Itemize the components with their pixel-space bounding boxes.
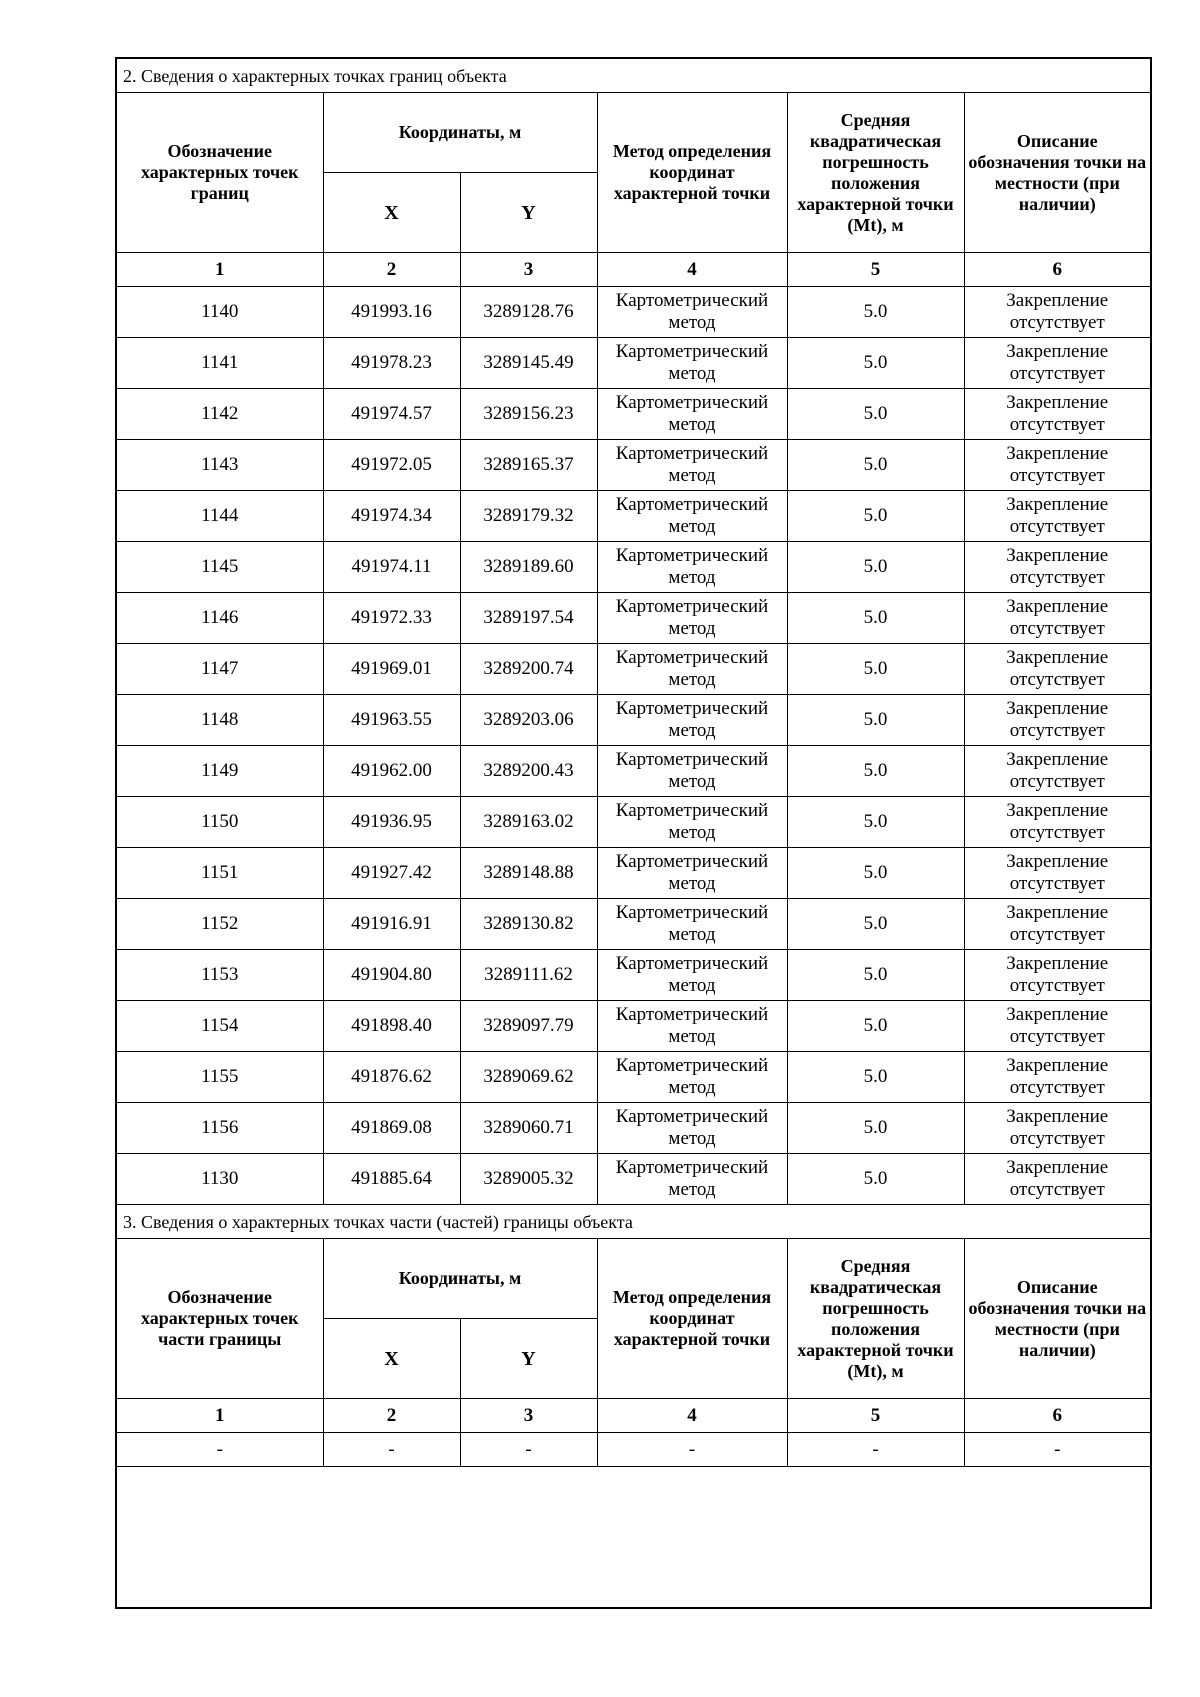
- cell-description: [964, 389, 1150, 440]
- section2-title: 2. Сведения о характерных точках границ объекта: [117, 59, 1150, 93]
- header-designation: Обозначение характерных точек границ: [117, 93, 323, 253]
- cell-x: 491969.01: [323, 644, 460, 695]
- cell-description-line2: отсутствует: [1009, 567, 1105, 588]
- cell-designation: 1149: [117, 746, 323, 797]
- cell-description-line2: отсутствует: [1009, 924, 1105, 945]
- cell-method-line1: Картометрический: [615, 698, 769, 719]
- header-y: Y: [460, 1319, 597, 1399]
- cell-description: [964, 1154, 1150, 1205]
- header-coords: Координаты, м: [323, 1239, 597, 1319]
- cell-x: 491974.34: [323, 491, 460, 542]
- cell-method: [597, 440, 787, 491]
- table-row: [117, 338, 1150, 389]
- cell-method-line1: Картометрический: [615, 953, 769, 974]
- cell-description: [964, 440, 1150, 491]
- cell-x: 491916.91: [323, 899, 460, 950]
- cell-error: 5.0: [787, 848, 964, 899]
- header-error: Средняя квадратическая погрешность положения характерной точки (Mt), м: [787, 93, 964, 253]
- cell-description: [964, 542, 1150, 593]
- cell-x: 491904.80: [323, 950, 460, 1001]
- blank-area: [117, 1467, 1150, 1598]
- cell-designation: 1147: [117, 644, 323, 695]
- cell-y: 3289130.82: [460, 899, 597, 950]
- table-row: [117, 1103, 1150, 1154]
- cell-description: [964, 899, 1150, 950]
- cell-designation: 1141: [117, 338, 323, 389]
- cell-description: [964, 797, 1150, 848]
- cell-y: 3289179.32: [460, 491, 597, 542]
- cell-description: [964, 746, 1150, 797]
- cell-error: 5.0: [787, 1001, 964, 1052]
- cell-description-line2: отсутствует: [1009, 465, 1105, 486]
- cell-method: [597, 899, 787, 950]
- cell-x: 491898.40: [323, 1001, 460, 1052]
- cell-method-line2: метод: [668, 873, 716, 894]
- cell-designation: 1130: [117, 1154, 323, 1205]
- cell-y: 3289156.23: [460, 389, 597, 440]
- cell-method: [597, 1103, 787, 1154]
- cell-method-line1: Картометрический: [615, 443, 769, 464]
- cell-x: 491936.95: [323, 797, 460, 848]
- cell-description: [964, 848, 1150, 899]
- cell-method-line2: метод: [668, 924, 716, 945]
- col-number: 3: [460, 253, 597, 287]
- cell-method-line2: метод: [668, 669, 716, 690]
- cell-method-line2: метод: [668, 312, 716, 333]
- cell-designation: -: [117, 1433, 323, 1467]
- table-row: [117, 1001, 1150, 1052]
- table-row: [117, 1154, 1150, 1205]
- cell-y: 3289060.71: [460, 1103, 597, 1154]
- cell-x: 491972.33: [323, 593, 460, 644]
- cell-description-line2: отсутствует: [1009, 771, 1105, 792]
- header-x: X: [323, 1319, 460, 1399]
- cell-designation: 1150: [117, 797, 323, 848]
- cell-description: [964, 1001, 1150, 1052]
- cell-y: 3289148.88: [460, 848, 597, 899]
- cell-error: 5.0: [787, 491, 964, 542]
- cell-error: 5.0: [787, 695, 964, 746]
- cell-method-line1: Картометрический: [615, 800, 769, 821]
- cell-y: 3289203.06: [460, 695, 597, 746]
- cell-method-line1: Картометрический: [615, 851, 769, 872]
- cell-method: [597, 389, 787, 440]
- cell-x: 491927.42: [323, 848, 460, 899]
- col-number: 1: [117, 1399, 323, 1433]
- cell-method: [597, 644, 787, 695]
- cell-y: 3289005.32: [460, 1154, 597, 1205]
- column-numbers-row: [117, 253, 1150, 287]
- cell-y: -: [460, 1433, 597, 1467]
- cell-method-line2: метод: [668, 516, 716, 537]
- cell-method: [597, 542, 787, 593]
- cell-method-line2: метод: [668, 567, 716, 588]
- cell-method: [597, 1154, 787, 1205]
- cell-y: 3289197.54: [460, 593, 597, 644]
- table-row: [117, 593, 1150, 644]
- table-row: [117, 746, 1150, 797]
- cell-x: 491876.62: [323, 1052, 460, 1103]
- cell-designation: 1145: [117, 542, 323, 593]
- cell-error: 5.0: [787, 1154, 964, 1205]
- cell-method-line2: метод: [668, 1026, 716, 1047]
- cell-method-line2: метод: [668, 1077, 716, 1098]
- cell-designation: 1153: [117, 950, 323, 1001]
- col-number: 4: [597, 1399, 787, 1433]
- cell-description-line1: Закрепление: [1006, 392, 1109, 413]
- cell-description-line2: отсутствует: [1009, 516, 1105, 537]
- col-number: 6: [964, 1399, 1150, 1433]
- cell-description: [964, 695, 1150, 746]
- cell-description-line1: Закрепление: [1006, 1055, 1109, 1076]
- cell-method-line2: метод: [668, 618, 716, 639]
- cell-method-line1: Картометрический: [615, 596, 769, 617]
- cell-method: [597, 695, 787, 746]
- col-number: 6: [964, 253, 1150, 287]
- section3-title: 3. Сведения о характерных точках части (частей) границы объекта: [117, 1205, 1150, 1239]
- cell-y: 3289189.60: [460, 542, 597, 593]
- table-row: [117, 797, 1150, 848]
- cell-description-line2: отсутствует: [1009, 822, 1105, 843]
- cell-error: 5.0: [787, 542, 964, 593]
- cell-x: 491972.05: [323, 440, 460, 491]
- cell-description-line1: Закрепление: [1006, 902, 1109, 923]
- cell-method: [597, 797, 787, 848]
- cell-method: [597, 593, 787, 644]
- table-row: [117, 695, 1150, 746]
- cell-designation: 1142: [117, 389, 323, 440]
- table-row: [117, 1052, 1150, 1103]
- cell-description-line2: отсутствует: [1009, 1026, 1105, 1047]
- cell-description-line2: отсутствует: [1009, 1077, 1105, 1098]
- cell-description-line2: отсутствует: [1009, 312, 1105, 333]
- cell-method: [597, 746, 787, 797]
- section2-table: [117, 59, 1150, 1205]
- table-row: [117, 440, 1150, 491]
- cell-method-line1: Картометрический: [615, 1157, 769, 1178]
- cell-designation: 1143: [117, 440, 323, 491]
- cell-description-line1: Закрепление: [1006, 494, 1109, 515]
- cell-y: 3289200.74: [460, 644, 597, 695]
- table-row: [117, 287, 1150, 338]
- cell-description-line1: Закрепление: [1006, 596, 1109, 617]
- cell-designation: 1144: [117, 491, 323, 542]
- cell-error: 5.0: [787, 287, 964, 338]
- cell-description-line2: отсутствует: [1009, 414, 1105, 435]
- cell-description-line1: Закрепление: [1006, 1004, 1109, 1025]
- cell-method: [597, 1052, 787, 1103]
- cell-y: 3289111.62: [460, 950, 597, 1001]
- cell-description-line1: Закрепление: [1006, 851, 1109, 872]
- cell-error: 5.0: [787, 389, 964, 440]
- table-row: [117, 491, 1150, 542]
- table-row: [117, 899, 1150, 950]
- cell-error: 5.0: [787, 593, 964, 644]
- cell-x: 491962.00: [323, 746, 460, 797]
- cell-description: [964, 644, 1150, 695]
- cell-description-line1: Закрепление: [1006, 341, 1109, 362]
- cell-error: 5.0: [787, 644, 964, 695]
- cell-method-line1: Картометрический: [615, 1106, 769, 1127]
- header-description: Описание обозначения точки на местности (при наличии): [964, 93, 1150, 253]
- cell-x: 491869.08: [323, 1103, 460, 1154]
- cell-y: 3289145.49: [460, 338, 597, 389]
- cell-designation: 1146: [117, 593, 323, 644]
- cell-method-line1: Картометрический: [615, 1055, 769, 1076]
- document-page: [115, 57, 1152, 1609]
- col-number: 2: [323, 253, 460, 287]
- header-error: Средняя квадратическая погрешность положения характерной точки (Mt), м: [787, 1239, 964, 1399]
- cell-method-line2: метод: [668, 465, 716, 486]
- table-row: [117, 389, 1150, 440]
- cell-method-line1: Картометрический: [615, 545, 769, 566]
- cell-method-line2: метод: [668, 1128, 716, 1149]
- cell-method: -: [597, 1433, 787, 1467]
- cell-y: 3289097.79: [460, 1001, 597, 1052]
- header-coords: Координаты, м: [323, 93, 597, 173]
- cell-designation: 1140: [117, 287, 323, 338]
- cell-description-line1: Закрепление: [1006, 1157, 1109, 1178]
- cell-description-line1: Закрепление: [1006, 749, 1109, 770]
- cell-method: [597, 491, 787, 542]
- cell-designation: 1152: [117, 899, 323, 950]
- cell-description-line2: отсутствует: [1009, 363, 1105, 384]
- cell-description-line1: Закрепление: [1006, 1106, 1109, 1127]
- cell-method-line1: Картометрический: [615, 341, 769, 362]
- cell-y: 3289069.62: [460, 1052, 597, 1103]
- cell-description-line2: отсутствует: [1009, 975, 1105, 996]
- cell-designation: 1154: [117, 1001, 323, 1052]
- cell-description-line1: Закрепление: [1006, 443, 1109, 464]
- section2-rows: [117, 287, 1150, 1205]
- cell-description-line1: Закрепление: [1006, 290, 1109, 311]
- cell-method-line1: Картометрический: [615, 290, 769, 311]
- cell-y: 3289163.02: [460, 797, 597, 848]
- header-method: Метод определения координат характерной точки: [597, 1239, 787, 1399]
- col-number: 3: [460, 1399, 597, 1433]
- cell-method: [597, 848, 787, 899]
- cell-method: [597, 1001, 787, 1052]
- cell-method-line1: Картометрический: [615, 392, 769, 413]
- section3-table: [117, 1205, 1150, 1467]
- cell-description: [964, 491, 1150, 542]
- cell-designation: 1151: [117, 848, 323, 899]
- cell-method-line2: метод: [668, 363, 716, 384]
- col-number: 2: [323, 1399, 460, 1433]
- cell-method-line1: Картометрический: [615, 647, 769, 668]
- cell-method-line2: метод: [668, 975, 716, 996]
- cell-description-line1: Закрепление: [1006, 800, 1109, 821]
- cell-error: -: [787, 1433, 964, 1467]
- column-numbers-row: [117, 1399, 1150, 1433]
- cell-description: [964, 287, 1150, 338]
- cell-method-line2: метод: [668, 1179, 716, 1200]
- cell-error: 5.0: [787, 899, 964, 950]
- cell-x: 491885.64: [323, 1154, 460, 1205]
- table-row: [117, 950, 1150, 1001]
- cell-description: [964, 1103, 1150, 1154]
- cell-method: [597, 287, 787, 338]
- cell-description: [964, 593, 1150, 644]
- cell-method-line1: Картометрический: [615, 494, 769, 515]
- table-row: [117, 542, 1150, 593]
- header-x: X: [323, 173, 460, 253]
- cell-method-line2: метод: [668, 771, 716, 792]
- cell-method-line2: метод: [668, 822, 716, 843]
- cell-method: [597, 338, 787, 389]
- col-number: 5: [787, 1399, 964, 1433]
- cell-x: 491978.23: [323, 338, 460, 389]
- cell-description-line2: отсутствует: [1009, 1179, 1105, 1200]
- table-row: [117, 848, 1150, 899]
- cell-error: 5.0: [787, 440, 964, 491]
- cell-description: [964, 1052, 1150, 1103]
- cell-description-line1: Закрепление: [1006, 647, 1109, 668]
- cell-error: 5.0: [787, 338, 964, 389]
- col-number: 1: [117, 253, 323, 287]
- cell-error: 5.0: [787, 746, 964, 797]
- cell-method-line2: метод: [668, 414, 716, 435]
- col-number: 4: [597, 253, 787, 287]
- cell-description-line2: отсутствует: [1009, 618, 1105, 639]
- table-row: [117, 1433, 1150, 1467]
- cell-x: 491974.11: [323, 542, 460, 593]
- cell-method-line2: метод: [668, 720, 716, 741]
- cell-description: -: [964, 1433, 1150, 1467]
- cell-x: 491963.55: [323, 695, 460, 746]
- cell-error: 5.0: [787, 1103, 964, 1154]
- cell-y: 3289200.43: [460, 746, 597, 797]
- cell-designation: 1155: [117, 1052, 323, 1103]
- cell-description-line2: отсутствует: [1009, 669, 1105, 690]
- cell-x: -: [323, 1433, 460, 1467]
- cell-method-line1: Картометрический: [615, 749, 769, 770]
- cell-description-line1: Закрепление: [1006, 545, 1109, 566]
- header-description: Описание обозначения точки на местности (при наличии): [964, 1239, 1150, 1399]
- cell-y: 3289128.76: [460, 287, 597, 338]
- cell-error: 5.0: [787, 1052, 964, 1103]
- cell-description-line2: отсутствует: [1009, 720, 1105, 741]
- cell-method-line1: Картометрический: [615, 1004, 769, 1025]
- cell-description-line2: отсутствует: [1009, 1128, 1105, 1149]
- cell-y: 3289165.37: [460, 440, 597, 491]
- cell-description: [964, 338, 1150, 389]
- cell-method-line1: Картометрический: [615, 902, 769, 923]
- cell-error: 5.0: [787, 950, 964, 1001]
- cell-description: [964, 950, 1150, 1001]
- cell-designation: 1156: [117, 1103, 323, 1154]
- cell-description-line2: отсутствует: [1009, 873, 1105, 894]
- cell-x: 491993.16: [323, 287, 460, 338]
- header-method: Метод определения координат характерной точки: [597, 93, 787, 253]
- cell-method: [597, 950, 787, 1001]
- col-number: 5: [787, 253, 964, 287]
- cell-error: 5.0: [787, 797, 964, 848]
- table-row: [117, 644, 1150, 695]
- cell-designation: 1148: [117, 695, 323, 746]
- header-designation: Обозначение характерных точек части границы: [117, 1239, 323, 1399]
- cell-x: 491974.57: [323, 389, 460, 440]
- cell-description-line1: Закрепление: [1006, 698, 1109, 719]
- header-y: Y: [460, 173, 597, 253]
- cell-description-line1: Закрепление: [1006, 953, 1109, 974]
